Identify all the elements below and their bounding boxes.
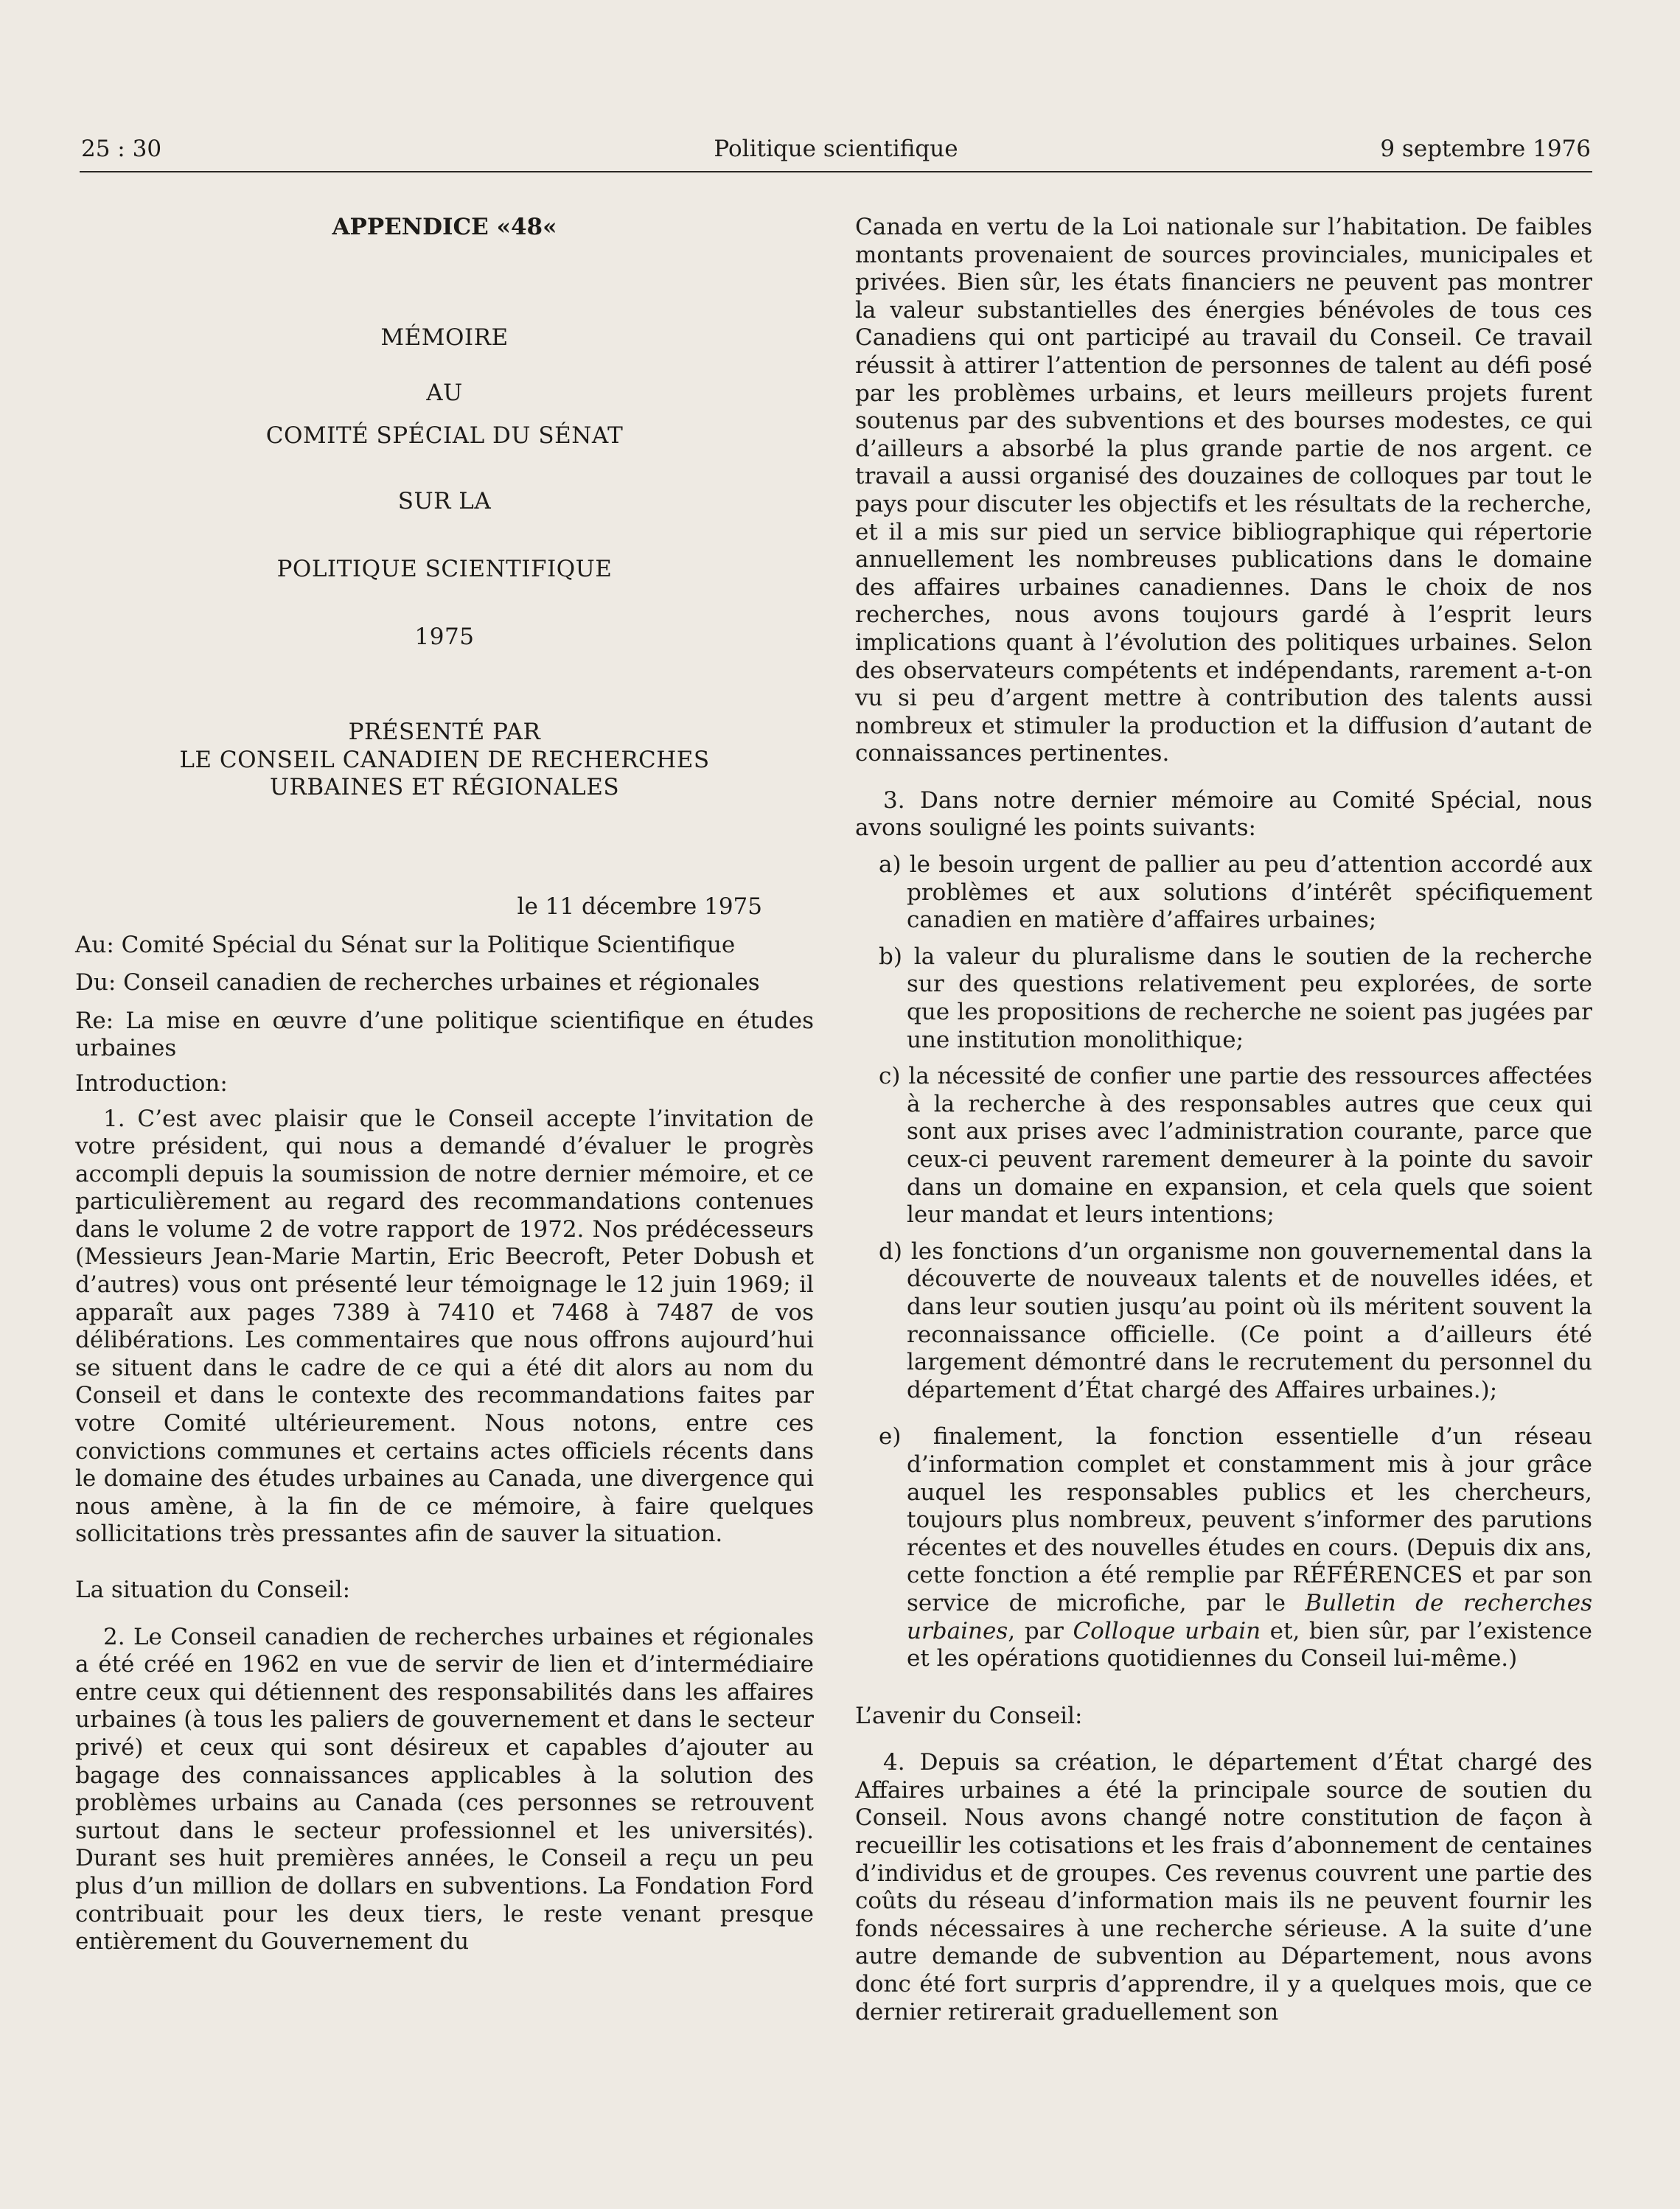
letter-from: Du: Conseil canadien de recherches urbaines et régionales — [75, 969, 760, 997]
letter-date: le 11 décembre 1975 — [517, 893, 762, 920]
left-column — [75, 214, 814, 1956]
header-rule — [80, 171, 1592, 172]
title-comite: COMITÉ SPÉCIAL DU SÉNAT — [265, 422, 624, 449]
bulletin-title: Bulletin de recherches urbaines — [907, 1589, 1592, 1644]
title-sur-la: SUR LA — [397, 488, 492, 515]
memoire-title: MÉMOIRE — [380, 324, 509, 351]
paragraph-1: 1. C’est avec plaisir que le Conseil accepte l’invitation de votre président, qui nous a demandé d’évaluer le progrès accompli depuis la soumission de notre dernier mémoire, et ce particulièrement au regard des recommandations contenues dans le volume 2 de votre rapport de 1972. Nos prédécesseurs (Messieurs Jean-Marie Martin, Eric Beecroft, Peter Dobush et d’autres) vous ont présenté leur témoignage le 12 juin 1969; il apparaît aux pages 7389 à 7410 et 7468 à 7487 de vos délibérations. Les commentaires que nous offrons aujourd’hui se situent dans le cadre de ce qui a été dit alors au nom du Conseil et dans le contexte des recommandations faites par votre Comité ultérieurement. Nous notons, entre ces convictions communes et certains actes officiels récents dans le domaine des études urbaines au Canada, une divergence qui nous amène, à la fin de ce mémoire, à faire quelques sollicitations très pressantes afin de sauver la situation. — [75, 1105, 814, 1548]
list-item-b: b) la valeur du pluralisme dans le soutien de la recherche sur des questions relativement peu explorées, de sorte que les propositions de recherche ne soient pas jugées par une institution monolithique; — [879, 943, 1592, 1053]
paragraph-2-continued: Canada en vertu de la Loi nationale sur l’habitation. De faibles montants provenaient de sources provinciales, municipales et privées. Bien sûr, les états financiers ne peuvent pas montrer la valeur substantielles des énergies bénévoles de tous ces Canadiens qui ont participé au travail du Conseil. Ce travail réussit à attirer l’attention de personnes de talent au défi posé par les problèmes urbains, et leurs meilleurs projets furent soutenus par des subventions et des bourses modestes, ce qui d’ailleurs a absorbé la plus grande partie de nos argent. ce travail a aussi organisé des douzaines de colloques par tout le pays pour discuter les objectifs et les résultats de la recherche, et il a mis sur pied un service bibliographique qui répertorie annuellement les nombreuses publications dans le domaine des affaires urbaines canadiennes. Dans le choix de nos recherches, nous avons toujours gardé à l’esprit leurs implications quant à l’évolution des politiques urbaines. Selon des observateurs compétents et indépendants, rarement a-t-on vu si peu d’argent mettre à contribution des talents aussi nombreux et stimuler la production et la diffusion d’autant de connaissances pertinentes. — [855, 214, 1592, 767]
page-header — [81, 130, 1591, 168]
title-year: 1975 — [414, 623, 475, 650]
title-block — [75, 214, 814, 802]
paragraph-2: 2. Le Conseil canadien de recherches urbaines et régionales a été créé en 1962 en vue de servir de lien et d’intermédiaire entre ceux qui détiennent des responsabilités dans les affaires urbaines (à tous les paliers de gouvernement et dans le secteur privé) et ceux qui sont désireux et capables d’ajouter au bagage des connaissances applicables à la solution des problèmes urbains au Canada (ces personnes se retrouvent surtout dans le secteur professionnel et les universités). Durant ses huit premières années, le Conseil a reçu un peu plus d’un million de dollars en subventions. La Fondation Ford contribuait pour les deux tiers, le reste venant presque entièrement du Gouvernement du — [75, 1623, 814, 1955]
colloque-title: Colloque urbain — [1073, 1617, 1261, 1644]
list-item-e-text-2: , par — [1008, 1617, 1073, 1644]
title-presente-par: PRÉSENTÉ PAR — [348, 719, 541, 746]
paragraph-3: 3. Dans notre dernier mémoire au Comité Spécial, nous avons souligné les points suivants: — [855, 786, 1592, 842]
running-title: Politique scientifique — [714, 136, 958, 162]
title-au: AU — [426, 380, 463, 407]
situation-heading: La situation du Conseil: — [75, 1577, 351, 1603]
list-item-c: c) la nécessité de confier une partie des ressources affectées à la recherche à des responsables autres que ceux qui sont aux prises avec l’administration courante, parce que ceux-ci peuvent rarement demeurer à la pointe du savoir dans un domaine en expansion, et cela quels que soient leur mandat et leurs intentions; — [879, 1063, 1592, 1229]
avenir-heading: L’avenir du Conseil: — [855, 1702, 1083, 1729]
paragraph-4: 4. Depuis sa création, le département d’État chargé des Affaires urbaines a été la principale source de soutien du Conseil. Nous avons changé notre constitution de façon à recueillir les cotisations et les frais d’abonnement de centaines d’individus et de groupes. Ces revenus couvrent une partie des coûts du réseau d’information mais ils ne peuvent fournir les fonds nécessaires à une recherche sérieuse. A la suite d’une autre demande de subvention au Département, nous avons donc été fort surpris d’apprendre, il y a quelques mois, que ce dernier retirerait graduellement son — [855, 1749, 1592, 2025]
letter-to: Au: Comité Spécial du Sénat sur la Politique Scientifique — [75, 931, 736, 958]
list-item-a: a) le besoin urgent de pallier au peu d’attention accordé aux problèmes et aux solutions d’intérêt spécifiquement canadien en matière d’affaires urbaines; — [879, 851, 1592, 934]
title-conseil-line-1: LE CONSEIL CANADIEN DE RECHERCHES — [179, 746, 710, 773]
list-item-e-text-3: et, bien sûr, par l’existence et les opérations quotidiennes du Conseil lui-même.) — [907, 1617, 1592, 1672]
title-politique: POLITIQUE SCIENTIFIQUE — [276, 555, 613, 582]
header-date: 9 septembre 1976 — [1380, 136, 1591, 162]
letter-subject: Re: La mise en œuvre d’une politique scientifique en études urbaines — [75, 1007, 814, 1062]
title-conseil-line-2: URBAINES ET RÉGIONALES — [269, 774, 620, 801]
page-number: 25 : 30 — [81, 136, 162, 162]
right-column — [855, 214, 1592, 2026]
list-item-e-text-1: e) finalement, la fonction essentielle d’un réseau d’information complet et constamment mis à jour grâce auquel les responsables publics et les chercheurs, toujours plus nombreux, peuvent s’informer des parutions récentes et des nouvelles études en cours. (Depuis dix ans, cette fonction a été remplie par RÉFÉRENCES et par son service de microfiche, par le — [879, 1423, 1592, 1616]
list-item-d: d) les fonctions d’un organisme non gouvernemental dans la découverte de nouveaux talents et de nouvelles idées, et dans leur soutien jusqu’au point où ils méritent souvent la reconnaissance officielle. (Ce point a d’ailleurs été largement démontré dans le recrutement du personnel du département d’État chargé des Affaires urbaines.); — [879, 1238, 1592, 1403]
appendix-title: APPENDICE «48« — [332, 214, 557, 240]
introduction-heading: Introduction: — [75, 1069, 228, 1097]
list-item-e — [855, 1423, 1592, 1672]
